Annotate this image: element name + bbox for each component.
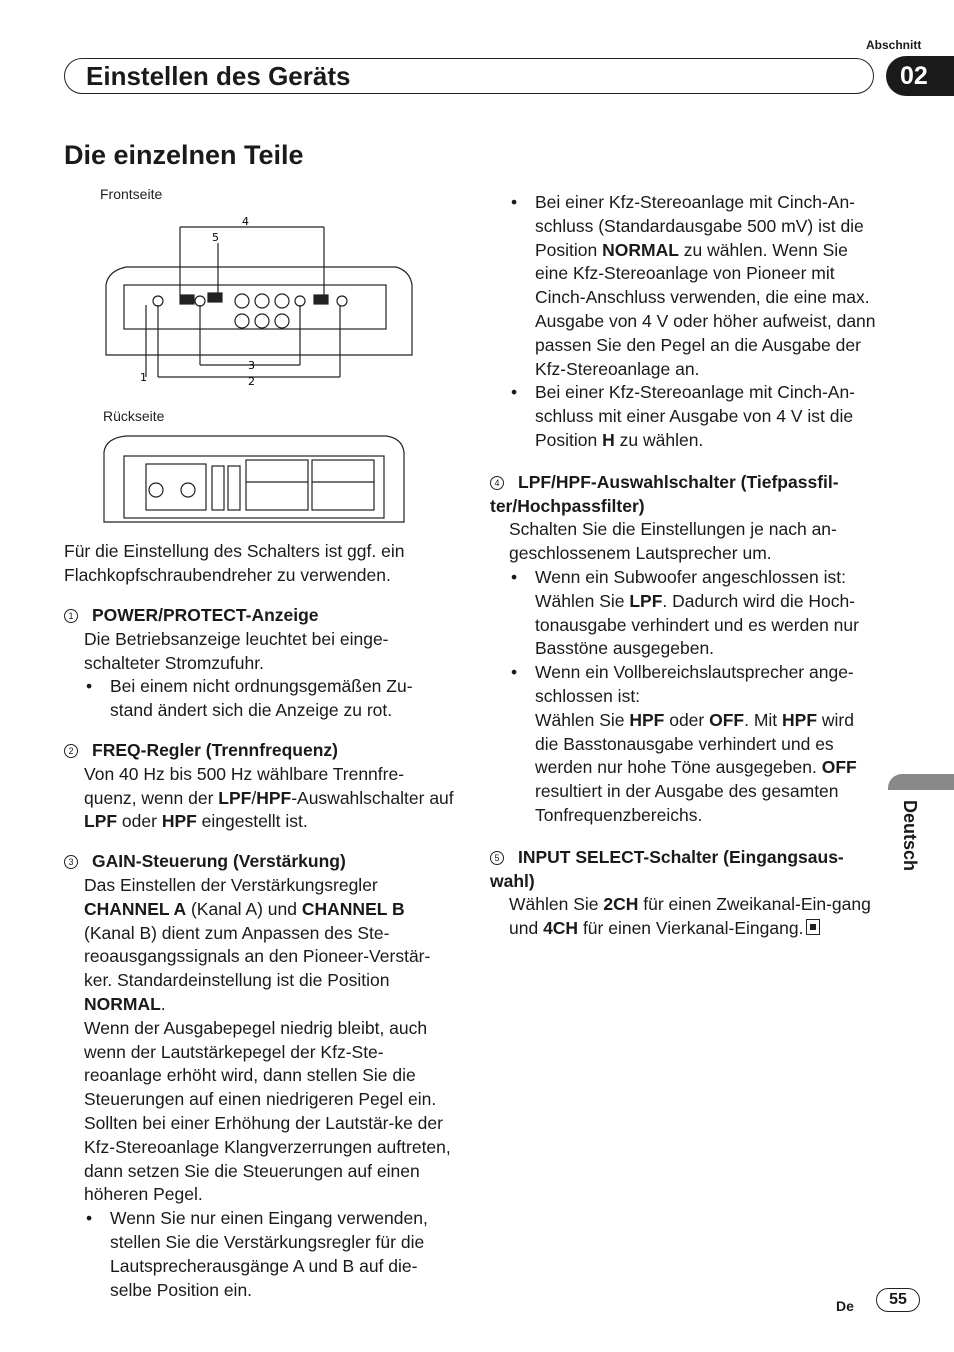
item-3-heading <box>64 850 454 874</box>
front-caption: Frontseite <box>100 186 163 202</box>
item-3-text: Das Einstellen der Verstärkungsregler CHANNEL A (Kanal A) und CHANNEL B (Kanal B) dient zum Anpassen des Ste-reoausgangssignals an den Pioneer-Verstär-ker. Standardeinstellung ist die Position NORMAL. <box>84 874 431 1014</box>
page-number: 55 <box>876 1288 920 1312</box>
callout-4: 4 <box>242 215 249 228</box>
intro-text: Für die Einstellung des Schalters ist ggf. ein Flachkopfschraubendreher zu verwenden. <box>64 541 405 585</box>
item-5-title: INPUT SELECT-Schalter (Eingangsaus-wahl) <box>490 846 844 891</box>
front-panel-body <box>106 267 412 355</box>
item-3-bullet-2: • Bei einer Kfz-Stereoanlage mit Cinch-An-schluss (Standardausgabe 500 mV) ist die Position NORMAL zu wählen. Wenn Sie eine Kfz-Stereoanlage von Pioneer mit Cinch-Anschluss verwenden, die eine max. Ausgabe von 4 V oder höher aufweist, dann passen Sie den Pegel an die Ausgabe der Kfz-Stereoanlage an. <box>509 191 882 381</box>
page-title: Die einzelnen Teile <box>64 140 304 170</box>
item-3-number: 3 <box>64 855 78 869</box>
item-5-number: 5 <box>490 851 504 865</box>
item-1-bullet: • Bei einem nicht ordnungsgemäßen Zu-stand ändert sich die Anzeige zu rot. <box>84 675 454 723</box>
section-label: Abschnitt <box>866 38 922 52</box>
item-1-title: POWER/PROTECT-Anzeige <box>92 605 319 625</box>
language-label: Deutsch <box>900 800 920 872</box>
callout-3: 3 <box>248 359 255 372</box>
rear-panel-figure <box>96 430 416 530</box>
rear-caption: Rückseite <box>103 408 165 424</box>
callout-5: 5 <box>212 231 219 244</box>
item-3-bullet-3: • Bei einer Kfz-Stereoanlage mit Cinch-An-schluss mit einer Ausgabe von 4 V ist die Position H zu wählen. <box>509 381 882 452</box>
callout-2: 2 <box>248 375 255 388</box>
item-2-text: Von 40 Hz bis 500 Hz wählbare Trennfre-quenz, wenn der LPF/HPF-Auswahlschalter auf LPF oder HPF eingestellt ist. <box>84 763 454 832</box>
item-2-title: FREQ-Regler (Trennfrequenz) <box>92 739 338 760</box>
item-3-paragraph-2: Wenn der Ausgabepegel niedrig bleibt, auch wenn der Lautstärkepegel der Kfz-Ste-reoanlage erhöht wird, dann stellen Sie die Steuerungen auf einen niedrigeren Pegel ein. Sollten bei einer Erhöhung der Lautstär-ke der Kfz-Stereoanlage Klangverzerrungen auftreten, dann setzen Sie die Steuerungen auf einen höheren Pegel. <box>84 1017 451 1205</box>
item-4-bullet-1: • Wenn ein Subwoofer angeschlossen ist: Wählen Sie LPF. Dadurch wird die Hoch-tonausgabe verhindert und es werden nur Basstöne ausgegeben. <box>509 566 882 661</box>
item-5-text: Wählen Sie 2CH für einen Zweikanal-Ein-gang und 4CH für einen Vierkanal-Eingang. <box>509 894 871 939</box>
item-4-title: LPF/HPF-Auswahlschalter (Tiefpassfil-ter/Hochpassfilter) <box>490 471 839 516</box>
right-column <box>490 143 882 941</box>
item-4-heading <box>490 471 882 519</box>
item-1-number: 1 <box>64 609 78 623</box>
item-2-heading <box>64 739 454 763</box>
item-1-text: Die Betriebsanzeige leuchtet bei einge-schalteter Stromzufuhr. <box>84 628 389 673</box>
left-column <box>64 604 454 1300</box>
callout-1: 1 <box>140 371 147 384</box>
language-tab <box>888 774 954 790</box>
item-3-title: GAIN-Steuerung (Verstärkung) <box>92 851 346 872</box>
front-panel-figure <box>96 205 416 405</box>
footer-language: De <box>836 1298 854 1314</box>
item-2-number: 2 <box>64 744 78 758</box>
item-4-text: Schalten Sie die Einstellungen je nach an-geschlossenem Lautsprecher um. <box>509 519 837 564</box>
item-3-bullet-1: • Wenn Sie nur einen Eingang verwenden, stellen Sie die Verstärkungsregler für die Lautsprecherausgänge A und B auf die-selbe Position ein. <box>84 1207 454 1255</box>
header-title: Einstellen des Geräts <box>86 61 351 91</box>
end-mark-icon <box>806 919 820 935</box>
item-4-bullet-2: • Wenn ein Vollbereichslautsprecher ange-schlossen ist: Wählen Sie HPF oder OFF. Mit HPF wird die Basstonausgabe verhindert und es werden nur hohe Töne ausgegeben. OFF resultiert in der Ausgabe des gesamten Tonfrequenzbereichs. <box>509 661 882 828</box>
item-5-heading <box>490 846 882 894</box>
section-badge: 02 <box>886 56 954 96</box>
item-4-number: 4 <box>490 476 504 490</box>
item-1-heading <box>64 604 454 628</box>
